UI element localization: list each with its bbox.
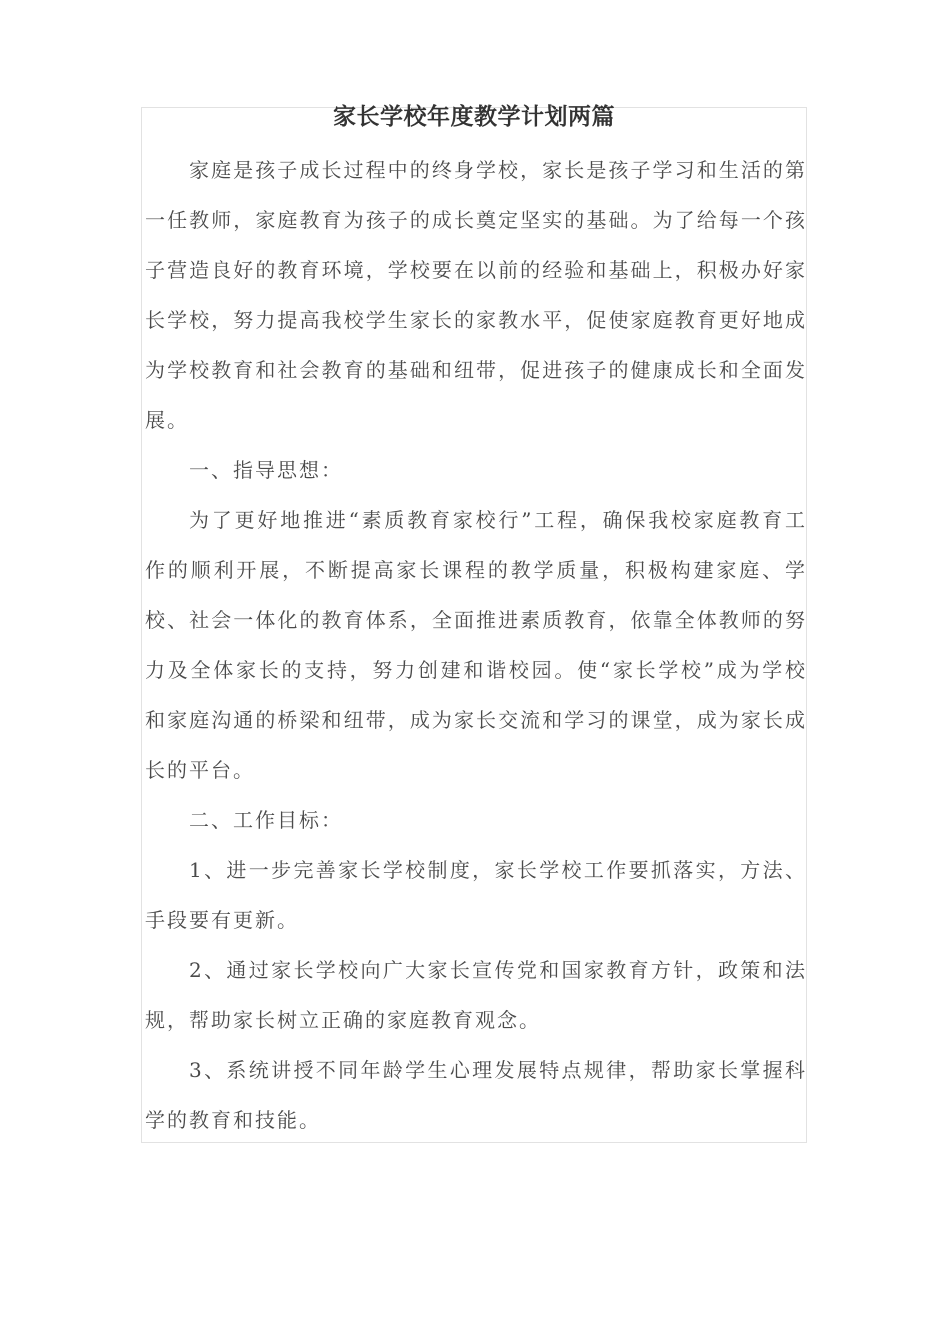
- paragraph-goal-1: 1、进一步完善家长学校制度，家长学校工作要抓落实，方法、手段要有更新。: [145, 858, 807, 932]
- paragraph-goal-3: 3、系统讲授不同年龄学生心理发展特点规律，帮助家长掌握科学的教育和技能。: [145, 1058, 807, 1132]
- heading-guiding-ideology: 一、指导思想：: [189, 458, 343, 482]
- paragraph-guiding-ideology: 为了更好地推进“素质教育家校行”工程，确保我校家庭教育工作的顺利开展，不断提高家长课程的教学质量，积极构建家庭、学校、社会一体化的教育体系，全面推进素质教育，依靠全体教师的努力及全体家长的支持，努力创建和谐校园。使“家长学校”成为学校和家庭沟通的桥梁和纽带，成为家长交流和学习的课堂，成为家长成长的平台。: [145, 508, 807, 782]
- document-body: [145, 145, 807, 1145]
- paragraph-intro: 家庭是孩子成长过程中的终身学校，家长是孩子学习和生活的第一任教师，家庭教育为孩子的成长奠定坚实的基础。为了给每一个孩子营造良好的教育环境，学校要在以前的经验和基础上，积极办好家长学校，努力提高我校学生家长的家教水平，促使家庭教育更好地成为学校教育和社会教育的基础和纽带，促进孩子的健康成长和全面发展。: [145, 158, 807, 432]
- document-title: 家长学校年度教学计划两篇: [333, 104, 615, 130]
- paragraph-goal-2: 2、通过家长学校向广大家长宣传党和国家教育方针，政策和法规，帮助家长树立正确的家庭教育观念。: [145, 958, 807, 1032]
- heading-work-goals: 二、工作目标：: [189, 808, 343, 832]
